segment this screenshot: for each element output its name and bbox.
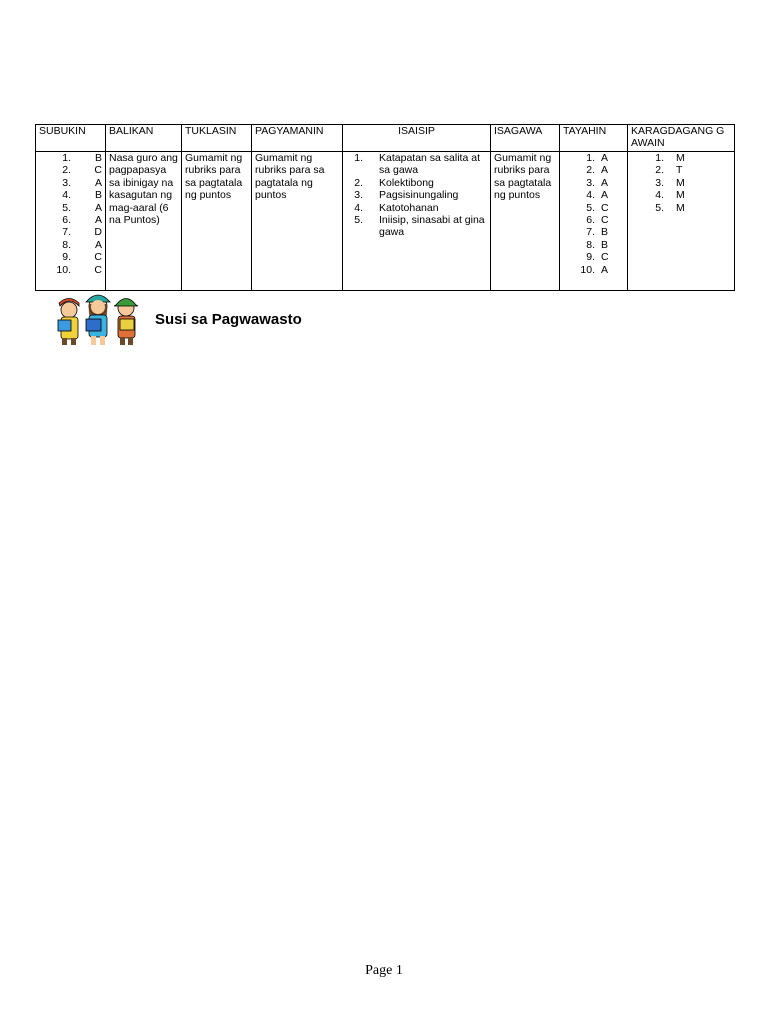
item-number: 6. bbox=[586, 214, 595, 227]
item-number: 7. bbox=[62, 226, 71, 239]
list-item bbox=[346, 152, 487, 177]
item-answer: Pagsisinungaling bbox=[379, 189, 459, 202]
list-item bbox=[346, 214, 487, 239]
list-item bbox=[563, 239, 624, 251]
item-number: 1. bbox=[655, 152, 664, 164]
item-answer: C bbox=[94, 251, 102, 264]
header-karagdagang-gawain: KARAGDAGANG GAWAIN bbox=[628, 125, 735, 152]
item-answer: A bbox=[94, 238, 102, 251]
page-number: Page 1 bbox=[365, 963, 403, 978]
section-header bbox=[52, 286, 352, 346]
section-title: Susi sa Pagwawasto bbox=[155, 311, 302, 328]
tayahin-answer-list bbox=[563, 152, 624, 276]
item-answer: A bbox=[601, 164, 609, 177]
header-isagawa: ISAGAWA bbox=[491, 125, 560, 152]
item-number: 1. bbox=[62, 152, 71, 164]
item-answer: Kolektibong bbox=[379, 176, 434, 189]
item-answer: C bbox=[601, 251, 609, 264]
list-item bbox=[563, 226, 624, 238]
item-number: 8. bbox=[62, 238, 71, 251]
item-answer: C bbox=[601, 201, 609, 214]
cell-balikan: Nasa guro ang pagpapasya sa ibinigay na kasagutan ng mag-aaral (6 na Puntos) bbox=[106, 152, 182, 291]
cell-subukin bbox=[36, 152, 106, 291]
subukin-answer-list bbox=[39, 152, 102, 276]
item-number: 1. bbox=[354, 152, 363, 164]
list-item bbox=[39, 226, 102, 238]
list-item bbox=[39, 177, 102, 189]
item-answer: C bbox=[601, 214, 609, 227]
header-tuklasin: TUKLASIN bbox=[182, 125, 252, 152]
item-answer: Katapatan sa salita at sa gawa bbox=[379, 152, 480, 177]
list-item bbox=[631, 164, 731, 176]
item-number: 4. bbox=[354, 201, 363, 214]
header-pagyamanin: PAGYAMANIN bbox=[252, 125, 343, 152]
list-item bbox=[39, 202, 102, 214]
list-item bbox=[563, 189, 624, 201]
item-number: 5. bbox=[354, 214, 363, 227]
cell-isaisip bbox=[343, 152, 491, 291]
item-number: 10. bbox=[56, 263, 71, 276]
item-answer: T bbox=[676, 164, 683, 177]
table-row bbox=[36, 152, 735, 291]
cell-tuklasin: Gumamit ng rubriks para sa pagtatala ng puntos bbox=[182, 152, 252, 291]
answer-key-table bbox=[35, 124, 735, 291]
list-item bbox=[563, 214, 624, 226]
cell-pagyamanin: Gumamit ng rubriks para sa pagtatala ng puntos bbox=[252, 152, 343, 291]
list-item bbox=[39, 152, 102, 164]
cell-tayahin bbox=[560, 152, 628, 291]
item-answer: M bbox=[676, 152, 685, 164]
item-number: 5. bbox=[655, 201, 664, 214]
item-answer: A bbox=[94, 176, 102, 189]
item-answer: D bbox=[94, 226, 102, 239]
item-number: 4. bbox=[655, 189, 664, 202]
cell-karagdagang-gawain bbox=[628, 152, 735, 291]
item-number: 3. bbox=[354, 189, 363, 202]
list-item bbox=[631, 152, 731, 164]
item-number: 7. bbox=[586, 226, 595, 239]
item-number: 10. bbox=[580, 263, 595, 276]
list-item bbox=[563, 202, 624, 214]
item-answer: B bbox=[601, 238, 609, 251]
item-answer: A bbox=[601, 263, 609, 276]
item-answer: A bbox=[601, 176, 609, 189]
header-balikan: BALIKAN bbox=[106, 125, 182, 152]
item-number: 5. bbox=[62, 201, 71, 214]
item-answer: A bbox=[601, 189, 609, 202]
list-item bbox=[631, 202, 731, 214]
header-isaisip: ISAISIP bbox=[343, 125, 491, 152]
list-item bbox=[563, 177, 624, 189]
list-item bbox=[39, 214, 102, 226]
item-number: 2. bbox=[62, 164, 71, 177]
item-answer: M bbox=[676, 201, 685, 214]
isaisip-answer-list bbox=[346, 152, 487, 239]
table-header-row bbox=[36, 125, 735, 152]
item-number: 3. bbox=[586, 176, 595, 189]
item-number: 9. bbox=[586, 251, 595, 264]
item-answer: B bbox=[94, 189, 102, 202]
item-answer: C bbox=[94, 263, 102, 276]
karagdagang-answer-list bbox=[631, 152, 731, 214]
list-item bbox=[346, 189, 487, 201]
item-number: 6. bbox=[62, 214, 71, 227]
item-number: 4. bbox=[586, 189, 595, 202]
list-item bbox=[346, 177, 487, 189]
item-number: 1. bbox=[586, 152, 595, 164]
item-number: 3. bbox=[655, 176, 664, 189]
list-item bbox=[563, 152, 624, 164]
item-answer: C bbox=[94, 164, 102, 177]
list-item bbox=[631, 189, 731, 201]
list-item bbox=[39, 251, 102, 263]
item-answer: M bbox=[676, 176, 685, 189]
item-number: 8. bbox=[586, 238, 595, 251]
item-answer: B bbox=[601, 226, 609, 239]
list-item bbox=[563, 164, 624, 176]
header-subukin: SUBUKIN bbox=[36, 125, 106, 152]
item-number: 9. bbox=[62, 251, 71, 264]
item-number: 4. bbox=[62, 189, 71, 202]
item-number: 2. bbox=[354, 176, 363, 189]
item-number: 2. bbox=[655, 164, 664, 177]
item-answer: Katotohanan bbox=[379, 201, 439, 214]
list-item bbox=[39, 239, 102, 251]
list-item bbox=[346, 202, 487, 214]
item-number: 5. bbox=[586, 201, 595, 214]
item-answer: A bbox=[601, 152, 609, 164]
header-tayahin: TAYAHIN bbox=[560, 125, 628, 152]
item-answer: Iniisip, sinasabi at ginagawa bbox=[379, 214, 485, 239]
item-answer: B bbox=[94, 152, 102, 164]
item-answer: A bbox=[94, 201, 102, 214]
item-answer: A bbox=[94, 214, 102, 227]
list-item bbox=[39, 164, 102, 176]
item-answer: M bbox=[676, 189, 685, 202]
cell-isagawa: Gumamit ng rubriks para sa pagtatala ng puntos bbox=[491, 152, 560, 291]
children-reading-icon bbox=[52, 286, 144, 346]
item-number: 3. bbox=[62, 176, 71, 189]
item-number: 2. bbox=[586, 164, 595, 177]
list-item bbox=[563, 264, 624, 276]
list-item bbox=[39, 264, 102, 276]
list-item bbox=[39, 189, 102, 201]
list-item bbox=[631, 177, 731, 189]
list-item bbox=[563, 251, 624, 263]
